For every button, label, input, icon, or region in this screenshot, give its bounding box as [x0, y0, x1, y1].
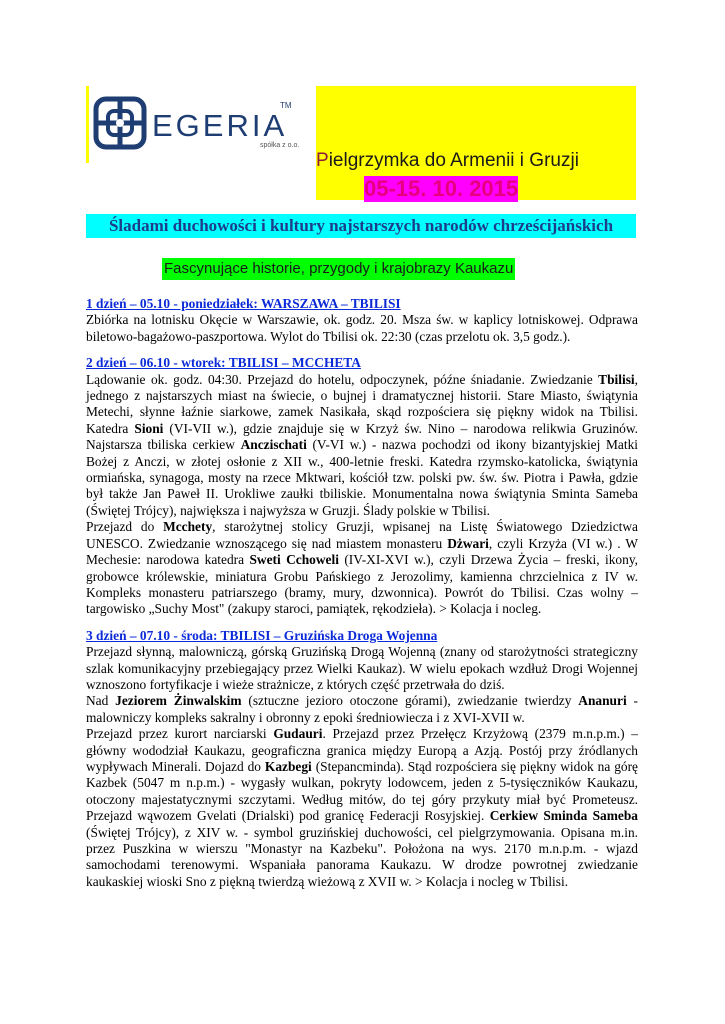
day-paragraph: Przejazd słynną, malowniczą, górską Gruzińską Drogą Wojenną (znany od starożytności strategiczny szlak komunikacyjny przebiegający przez Wielki Kaukaz). W wielu epokach wzdłuż Drogi Wojennej wznoszono fortyfikacje i wieże strażnicze, z których część przetrwała do dziś.	[86, 644, 638, 692]
day-text: Zbiórka na lotnisku Okęcie w Warszawie, ok. godz. 20. Msza św. w kaplicy lotniskowej. Odprawa biletowo-bagażowo-paszportowa. Wylot do Tbilisi ok. 22:30 (czas przelotu ok. 3,5 godz.).	[86, 312, 638, 344]
brand-subline: spółka z o.o.	[260, 142, 300, 149]
trip-dates-text: 05-15. 10. 2015	[364, 176, 519, 201]
text-run: , starożytnej stolicy Gruzji, wpisanej na Listę Światowego Dziedzictwa UNESCO. Zwiedzanie wznoszącego się nad miastem monasteru	[86, 519, 638, 551]
day-paragraph	[86, 372, 638, 520]
celtic-knot-icon	[92, 95, 148, 151]
place-name: Kazbegi	[264, 758, 312, 774]
text-run: - malowniczy kompleks sakralny i obronny z epoki średniowiecza i z XVI-XVII w.	[86, 693, 638, 725]
place-name: Cerkiew Sminda Sameba	[489, 808, 638, 824]
day-section-1	[86, 296, 638, 345]
brand-name: EGERIA	[152, 108, 288, 143]
place-name: Sweti Cchoweli	[249, 552, 339, 568]
text-run: Przejazd do	[86, 519, 164, 535]
text-run: (Świętej Trójcy), z XIV w. - symbol gruzińskiej duchowości, cel pielgrzymowania. Opisana m.in. przez Puszkina w wierszu "Monastyr na Kazbeku". Położona na wys. 2170 m.n.p.m. - wjazd samochodami terenowymi. Wspaniała panorama Kaukazu. W drodze powrotnej zwiedzanie kaukaskiej wioski Sno z piękną twierdzą wieżową z XVII w. > Kolacja i nocleg w Tbilisi.	[86, 824, 638, 889]
text-run: Przejazd przez kurort narciarski	[86, 726, 274, 742]
tagline: Fascynujące historie, przygody i krajobrazy Kaukazu	[162, 258, 515, 280]
place-name: Mcchety	[163, 519, 213, 535]
text-run: , jednego z najstarszych miast na świecie, o bujnej i dramatycznej historii. Stare Miasto, świątynia Metechi, słynne łaźnie siarkowe, zamek Nasikała, skąd rozpościera się piękny widok na Tbilisi. Katedra	[86, 371, 638, 436]
text-run: , czyli Krzyża (VI w.) . W Mechesie: narodowa katedra	[86, 535, 638, 568]
text-run: Lądowanie ok. godz. 04:30. Przejazd do hotelu, odpoczynek, późne śniadanie. Zwiedzanie	[86, 371, 599, 387]
place-name: Ananuri	[578, 693, 627, 709]
text-run: . Przejazd przez Przełęcz Krzyżową (2379 m.n.p.m.) – główny wododział Kaukazu, geograficzna granica między Europą a Azją. Postój przy źródlanych wypływach Minerali. Dojazd do	[86, 726, 638, 774]
place-name: Sioni	[134, 420, 164, 436]
logo-accent-bar	[86, 86, 89, 163]
text-run: (Stepancminda). Stąd rozpościera się piękny widok na górę Kazbek (5047 m n.p.m.) - wygasły wulkan, pokryty lodowcem, jeden z 5-tysięczników Kaukazu, otoczony majestatycznymi szczytami. Według mitów, do tej góry przykuty miał być Prometeusz. Przejazd wąwozem Gvelati (Drialski) pod granicę Federacji Rosyjskiej.	[86, 758, 638, 824]
text-run: Nad	[86, 693, 116, 709]
subtitle: Śladami duchowości i kultury najstarszych narodów chrześcijańskich	[86, 214, 636, 238]
trademark-mark: TM	[280, 101, 292, 110]
day-section-3	[86, 628, 638, 891]
place-name: Tbilisi	[598, 371, 635, 387]
place-name: Dżwari	[447, 535, 489, 551]
title-first-letter: P	[316, 150, 329, 171]
day-heading: 1 dzień – 05.10 - poniedziałek: WARSZAWA – TBILISI	[86, 296, 401, 311]
day-heading: 2 dzień – 06.10 - wtorek: TBILISI – MCCHETA	[86, 355, 361, 371]
place-name: Gudauri	[273, 726, 323, 742]
day-section-2	[86, 355, 638, 618]
egeria-logo	[92, 95, 312, 165]
text-run: (sztuczne jezioro otoczone górami), zwiedzanie twierdzy	[241, 693, 579, 709]
text-run: (VI-VII w.), gdzie znajduje się w Krzyż św. Nino – narodowa relikwia Gruzinów. Najstarsza tbiliska cerkiew	[86, 420, 638, 453]
title-rest: ielgrzymka do Armenii i Gruzji	[328, 150, 579, 171]
day-paragraph	[86, 519, 638, 617]
day-heading: 3 dzień – 07.10 - środa: TBILISI – Gruzińska Droga Wojenna	[86, 627, 438, 643]
text-run: (IV-XI-XVI w.), czyli Drzewa Życia – freski, ikony, grobowce królewskie, miniatura Grobu Pańskiego z Jerozolimy, kamienna chrzcielnica z IV w. Kompleks monasteru patriarszego (bramy, mury, dzwonnica). Powrót do Tbilisi. Czas wolny – targowisko „Suchy Most" (zakupy staroci, pamiątek, rękodzieła). > Kolacja i nocleg.	[86, 552, 638, 617]
trip-dates	[364, 176, 518, 202]
text-run: (V-VI w.) - nazwa pochodzi od ikony bizantyjskiej Matki Bożej z Anczi, w złotej osłonie z XII w., 400-letnie freski. Katedra rzymsko-katolicka, świątynia ormiańska, synagoga, mosty na rzece Mktwari, kościół tzw. polski pw. św. św. Piotra i Pawła, gdzie był także Jan Paweł II. Urokliwe zaułki tbiliskie. Monumentalna nowa świątynia Sminta Sameba (Świętej Trójcy), największa i najwyższa w Gruzji. Ślady polskie w Tbilisi.	[86, 437, 638, 518]
place-name: Anczischati	[240, 437, 307, 453]
page-title	[316, 150, 579, 172]
itinerary	[86, 296, 638, 900]
day-paragraph	[86, 726, 638, 890]
day-paragraph	[86, 693, 638, 726]
place-name: Jeziorem Żinwalskim	[115, 693, 242, 709]
